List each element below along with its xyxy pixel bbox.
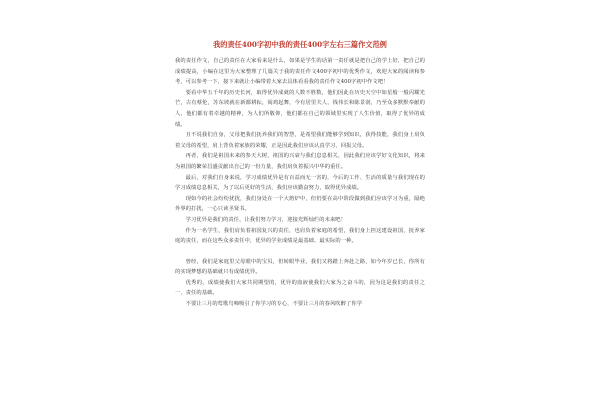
- paragraph: 曾经，我们是家庭里父母眼中的宝贝，但转眼毕业，我们又将踏上奔赴之路，如今年岁已长，你所有的实现梦想的基础就只有成绩优异。: [175, 258, 425, 276]
- document-title: 我的责任400字初中我的责任400字左右三篇作文范例: [213, 40, 387, 49]
- paragraph-gap: [175, 247, 425, 257]
- paragraph: 不要让三月的莺歌鸟啼吸引了你学习的专心，不要让三月的春风吹醉了你学: [185, 301, 363, 308]
- paragraph: 作为一名学生，我们肩负着祖国复兴的责任，也肩负着家庭的希望，我们身上担这建设祖国，抚养家庭的责任，而在这些众多责任中，优异的学业成绩是最基础、最实际的一种。: [175, 227, 425, 245]
- paragraph: 现如今的社会纷纷扰扰，我们身处在一个大熔炉中，但仍要在高中阶段做到我们应该学习为重，隔绝外界的打扰，一心只读圣贤书。: [175, 195, 425, 213]
- paragraph: 学习优异是我们的责任，让我们努力学习，迎接光辉灿烂的未来吧！: [185, 216, 347, 223]
- paragraph: 再者，我们是祖国未来的参天大树，祖国的兴衰与我们息息相关，因此我们应该学好文化知识，将来为祖国的繁荣昌盛贡献出自己的一份力量，我们肩负着振兴中华的重任。: [175, 153, 425, 170]
- paragraph: 要看中华五千年的历史长河，取得优异成就的人数不胜数，他们因此在历史天空中如星般一般闪耀光芒，古有蔡伦，苏东坡就在新都耕耘，阅鸡起舞，今有居里夫人、钱伟长和陈景润，乃至众多默默奉献的人，他们都有着卓越的精神，为人们所敬仰，他们都在自己的领域里实现了人生价值，取得了优异的成绩。: [175, 89, 425, 128]
- paragraph: 最后，对我们自身来说，学习成绩优异是有百益而无一害的，今后的工作、生活的质量与我们现在的学习成绩息息相关，为了以后更好的生活，我们应该勤奋努力，取得优异成绩。: [175, 174, 425, 192]
- document-page: [175, 40, 425, 400]
- paragraph: 我的责任作文，自己的责任在大家看来是什么，如果是学生的话第一责任就是把自己的学上好，把自己的成绩提高，小编在这里为大家整理了几篇关于我的责任作文400字初中的优秀作文，欢迎大家的阅读和参考，可以参考一下，接下来就让小编带着大家去具体看看我的责任作文400字初中作文吧！: [175, 58, 425, 86]
- paragraph: 优秀的，成绩使我们大家共同期望的，优异的血液使我们大家为之奋斗的，因为这是我们的责任之一，责任的基础。: [175, 279, 425, 297]
- paragraph: 且不说我们自身，父母把我们抚养我们的智慧，是希望我们能够学到知识，获得技能，我们身上肩负着父母的希望，肩上背负着家族的荣耀，正是因此我们应该认真学习，回报父母。: [175, 132, 425, 149]
